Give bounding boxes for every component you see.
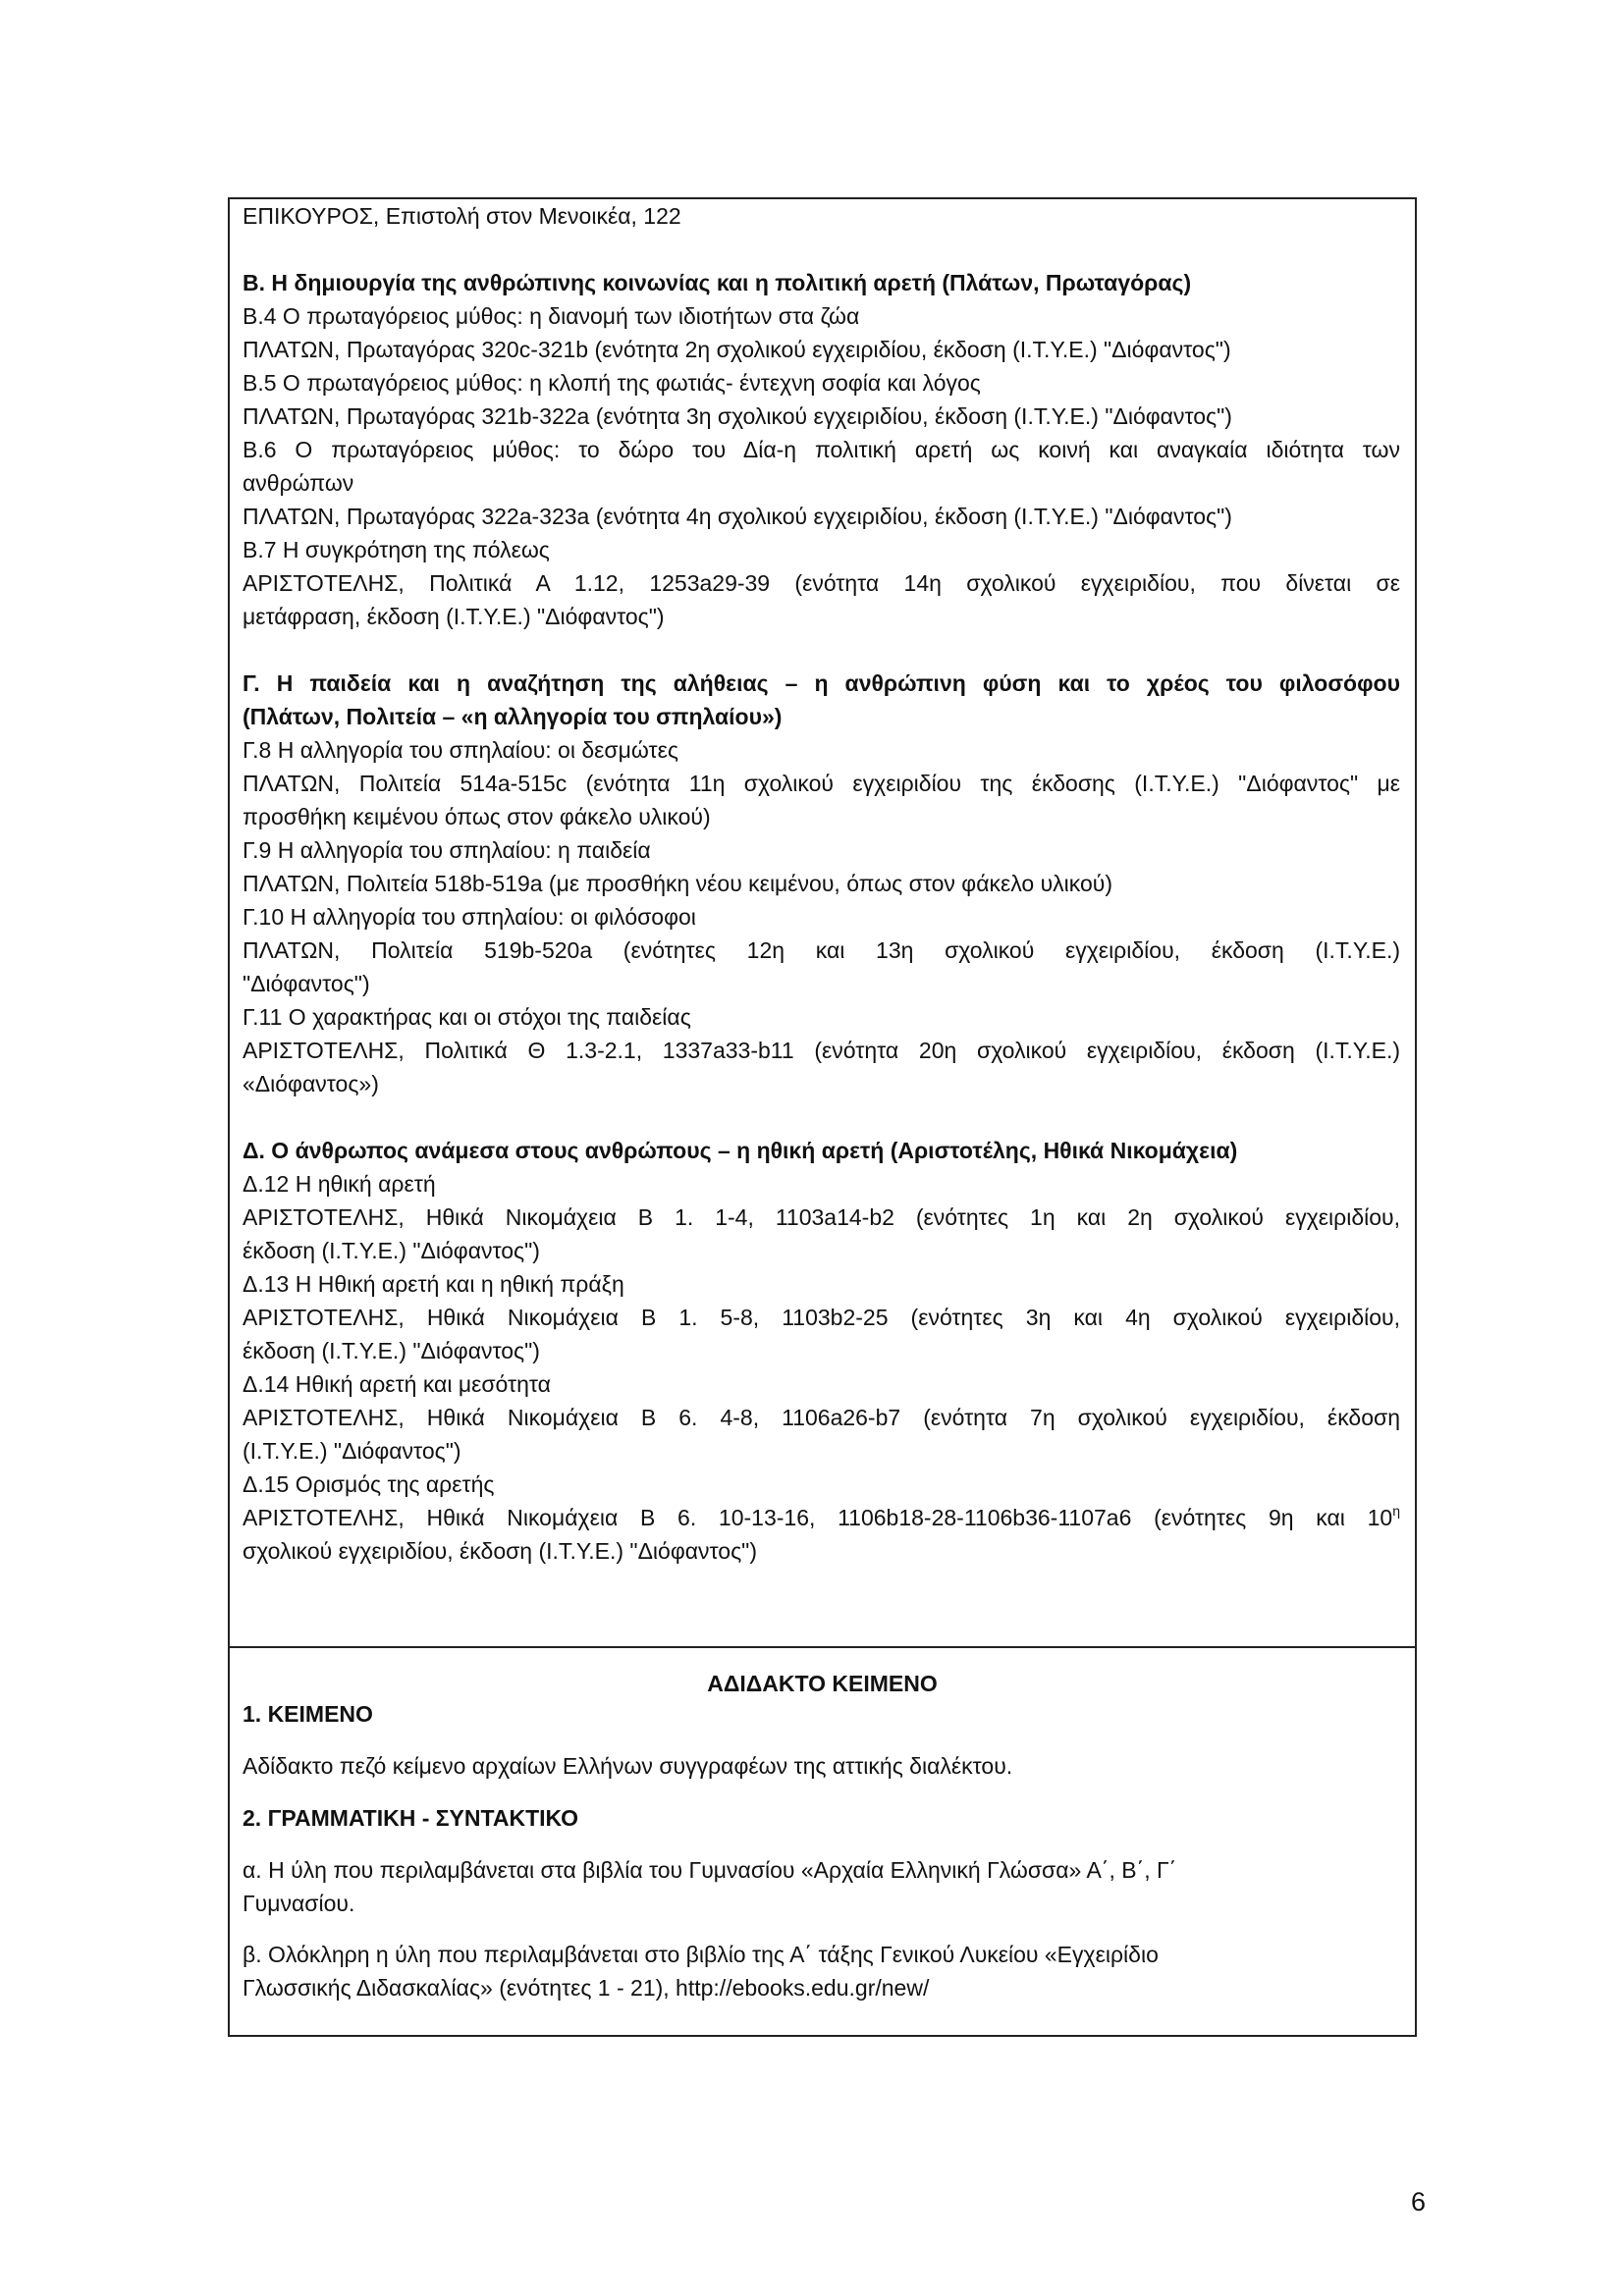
section-d-line: έκδοση (Ι.Τ.Υ.Ε.) "Διόφαντος") bbox=[243, 1238, 540, 1263]
section-b-line: Β.6 Ο πρωταγόρειος μύθος: το δώρο του Δία-η πολιτική αρετή ως κοινή και αναγκαία ιδιότητα των bbox=[243, 437, 1400, 462]
section-d-line: Δ.15 Ορισμός της αρετής bbox=[243, 1471, 495, 1497]
section-b-line: μετάφραση, έκδοση (Ι.Τ.Υ.Ε.) "Διόφαντος") bbox=[243, 604, 665, 629]
section-d-line: ΑΡΙΣΤΟΤΕΛΗΣ, Ηθικά Νικομάχεια Β 1. 5-8, 1103b2-25 (ενότητες 3η και 4η σχολικού εγχειριδίου, bbox=[243, 1305, 1400, 1330]
section-g-line: "Διόφαντος") bbox=[243, 971, 370, 996]
item-b-line: β. Ολόκληρη η ύλη που περιλαμβάνεται στο βιβλίο της Α΄ τάξης Γενικού Λυκείου «Εγχειρίδιο bbox=[243, 1942, 1159, 1967]
section-g-line: ΠΛΑΤΩΝ, Πολιτεία 514a-515c (ενότητα 11η σχολικού εγχειριδίου της έκδοσης (Ι.Τ.Υ.Ε.) "Διόφαντος" με bbox=[243, 771, 1400, 796]
section-d-line: (Ι.Τ.Υ.Ε.) "Διόφαντος") bbox=[243, 1438, 461, 1464]
unseen-text-box bbox=[228, 1646, 1417, 2037]
section-d-line: Δ.13 Η Ηθική αρετή και η ηθική πράξη bbox=[243, 1271, 624, 1297]
intro-line: ΕΠΙΚΟΥΡΟΣ, Επιστολή στον Μενοικέα, 122 bbox=[243, 203, 681, 229]
section-d-line: ΑΡΙΣΤΟΤΕΛΗΣ, Ηθικά Νικομάχεια Β 6. 4-8, 1106a26-b7 (ενότητα 7η σχολικού εγχειριδίου, έκδοση bbox=[243, 1405, 1400, 1430]
section-d-line: έκδοση (Ι.Τ.Υ.Ε.) "Διόφαντος") bbox=[243, 1338, 540, 1363]
item-a-line: α. Η ύλη που περιλαμβάνεται στα βιβλία του Γυμνασίου «Αρχαία Ελληνική Γλώσσα» Α΄, Β΄, Γ΄ bbox=[243, 1857, 1177, 1883]
section-g-heading: Γ. Η παιδεία και η αναζήτηση της αλήθειας – η ανθρώπινη φύση και το χρέος του φιλοσόφου bbox=[243, 670, 1400, 696]
section-d-final-line: σχολικού εγχειριδίου, έκδοση (Ι.Τ.Υ.Ε.) "Διόφαντος") bbox=[243, 1538, 758, 1564]
section-g-line: Γ.11 Ο χαρακτήρας και οι στόχοι της παιδείας bbox=[243, 1004, 691, 1030]
section-b-heading: Β. Η δημιουργία της ανθρώπινης κοινωνίας και η πολιτική αρετή (Πλάτων, Πρωταγόρας) bbox=[243, 270, 1192, 295]
section-g-line: προσθήκη κειμένου όπως στον φάκελο υλικού) bbox=[243, 804, 711, 829]
section-d-last-main: ΑΡΙΣΤΟΤΕΛΗΣ, Ηθικά Νικομάχεια Β 6. 10-13-16, 1106b18-28-1106b36-1107a6 (ενότητες 9η και 10 bbox=[243, 1505, 1393, 1530]
section-g-line: Γ.10 Η αλληγορία του σπηλαίου: οι φιλόσοφοι bbox=[243, 904, 696, 930]
section-b-line: Β.5 Ο πρωταγόρειος μύθος: η κλοπή της φωτιάς- έντεχνη σοφία και λόγος bbox=[243, 370, 981, 396]
section-b-line: ΠΛΑΤΩΝ, Πρωταγόρας 321b-322a (ενότητα 3η σχολικού εγχειριδίου, έκδοση (Ι.Τ.Υ.Ε.) "Διόφαντος") bbox=[243, 403, 1232, 429]
section-g-line: Γ.8 Η αλληγορία του σπηλαίου: οι δεσμώτες bbox=[243, 737, 678, 763]
item-b-line: Γλωσσικής Διδασκαλίας» (ενότητες 1 - 21), http://ebooks.edu.gr/new/ bbox=[243, 1975, 930, 2001]
superscript-eta: η bbox=[1392, 1503, 1400, 1519]
section-g-line: ΠΛΑΤΩΝ, Πολιτεία 518b-519a (με προσθήκη νέου κειμένου, όπως στον φάκελο υλικού) bbox=[243, 871, 1113, 896]
section-d-line-with-superscript bbox=[243, 1501, 1400, 1534]
item-a-line: Γυμνασίου. bbox=[243, 1891, 355, 1916]
section-g-line: «Διόφαντος») bbox=[243, 1071, 379, 1096]
section-d-heading: Δ. Ο άνθρωπος ανάμεσα στους ανθρώπους – η ηθική αρετή (Αριστοτέλης, Ηθικά Νικομάχεια) bbox=[243, 1138, 1238, 1163]
section-b-line: Β.7 Η συγκρότηση της πόλεως bbox=[243, 537, 550, 562]
section-2-heading: 2. ΓΡΑΜΜΑΤΙΚΗ - ΣΥΝΤΑΚΤΙΚΟ bbox=[243, 1805, 578, 1831]
section-g-heading-cont: (Πλάτων, Πολιτεία – «η αλληγορία του σπηλαίου») bbox=[243, 704, 783, 729]
section-1-heading: 1. ΚΕΙΜΕΝΟ bbox=[243, 1701, 373, 1727]
section-b-line: ανθρώπων bbox=[243, 470, 354, 496]
section-d-line: ΑΡΙΣΤΟΤΕΛΗΣ, Ηθικά Νικομάχεια Β 1. 1-4, 1103a14-b2 (ενότητες 1η και 2η σχολικού εγχειριδίου, bbox=[243, 1204, 1400, 1230]
section-d-line: Δ.14 Ηθική αρετή και μεσότητα bbox=[243, 1371, 551, 1397]
section-1-text: Αδίδακτο πεζό κείμενο αρχαίων Ελλήνων συγγραφέων της αττικής διαλέκτου. bbox=[243, 1753, 1013, 1779]
section-b-line: Β.4 Ο πρωταγόρειος μύθος: η διανομή των ιδιοτήτων στα ζώα bbox=[243, 303, 860, 329]
section-g-line: ΠΛΑΤΩΝ, Πολιτεία 519b-520a (ενότητες 12η και 13η σχολικού εγχειριδίου, έκδοση (Ι.Τ.Υ.Ε.) bbox=[243, 937, 1400, 963]
page-number: 6 bbox=[1411, 2187, 1427, 2216]
section-g-line: Γ.9 Η αλληγορία του σπηλαίου: η παιδεία bbox=[243, 837, 651, 863]
unseen-text-title: ΑΔΙΔΑΚΤΟ ΚΕΙΜΕΝΟ bbox=[707, 1671, 938, 1696]
section-d-line: Δ.12 Η ηθική αρετή bbox=[243, 1171, 436, 1197]
section-b-line: ΠΛΑΤΩΝ, Πρωταγόρας 322a-323a (ενότητα 4η σχολικού εγχειριδίου, έκδοση (Ι.Τ.Υ.Ε.) "Διόφαντος") bbox=[243, 504, 1232, 529]
section-b-line: ΑΡΙΣΤΟΤΕΛΗΣ, Πολιτικά Α 1.12, 1253a29-39 (ενότητα 14η σχολικού εγχειριδίου, που δίνεται σε bbox=[243, 570, 1400, 596]
syllabus-content bbox=[243, 199, 1400, 1568]
syllabus-box bbox=[228, 197, 1417, 1648]
section-b-line: ΠΛΑΤΩΝ, Πρωταγόρας 320c-321b (ενότητα 2η σχολικού εγχειριδίου, έκδοση (Ι.Τ.Υ.Ε.) "Διόφαντος") bbox=[243, 337, 1231, 362]
section-g-line: ΑΡΙΣΤΟΤΕΛΗΣ, Πολιτικά Θ 1.3-2.1, 1337a33-b11 (ενότητα 20η σχολικού εγχειριδίου, έκδοση (Ι.Τ.Υ.Ε.) bbox=[243, 1038, 1400, 1063]
